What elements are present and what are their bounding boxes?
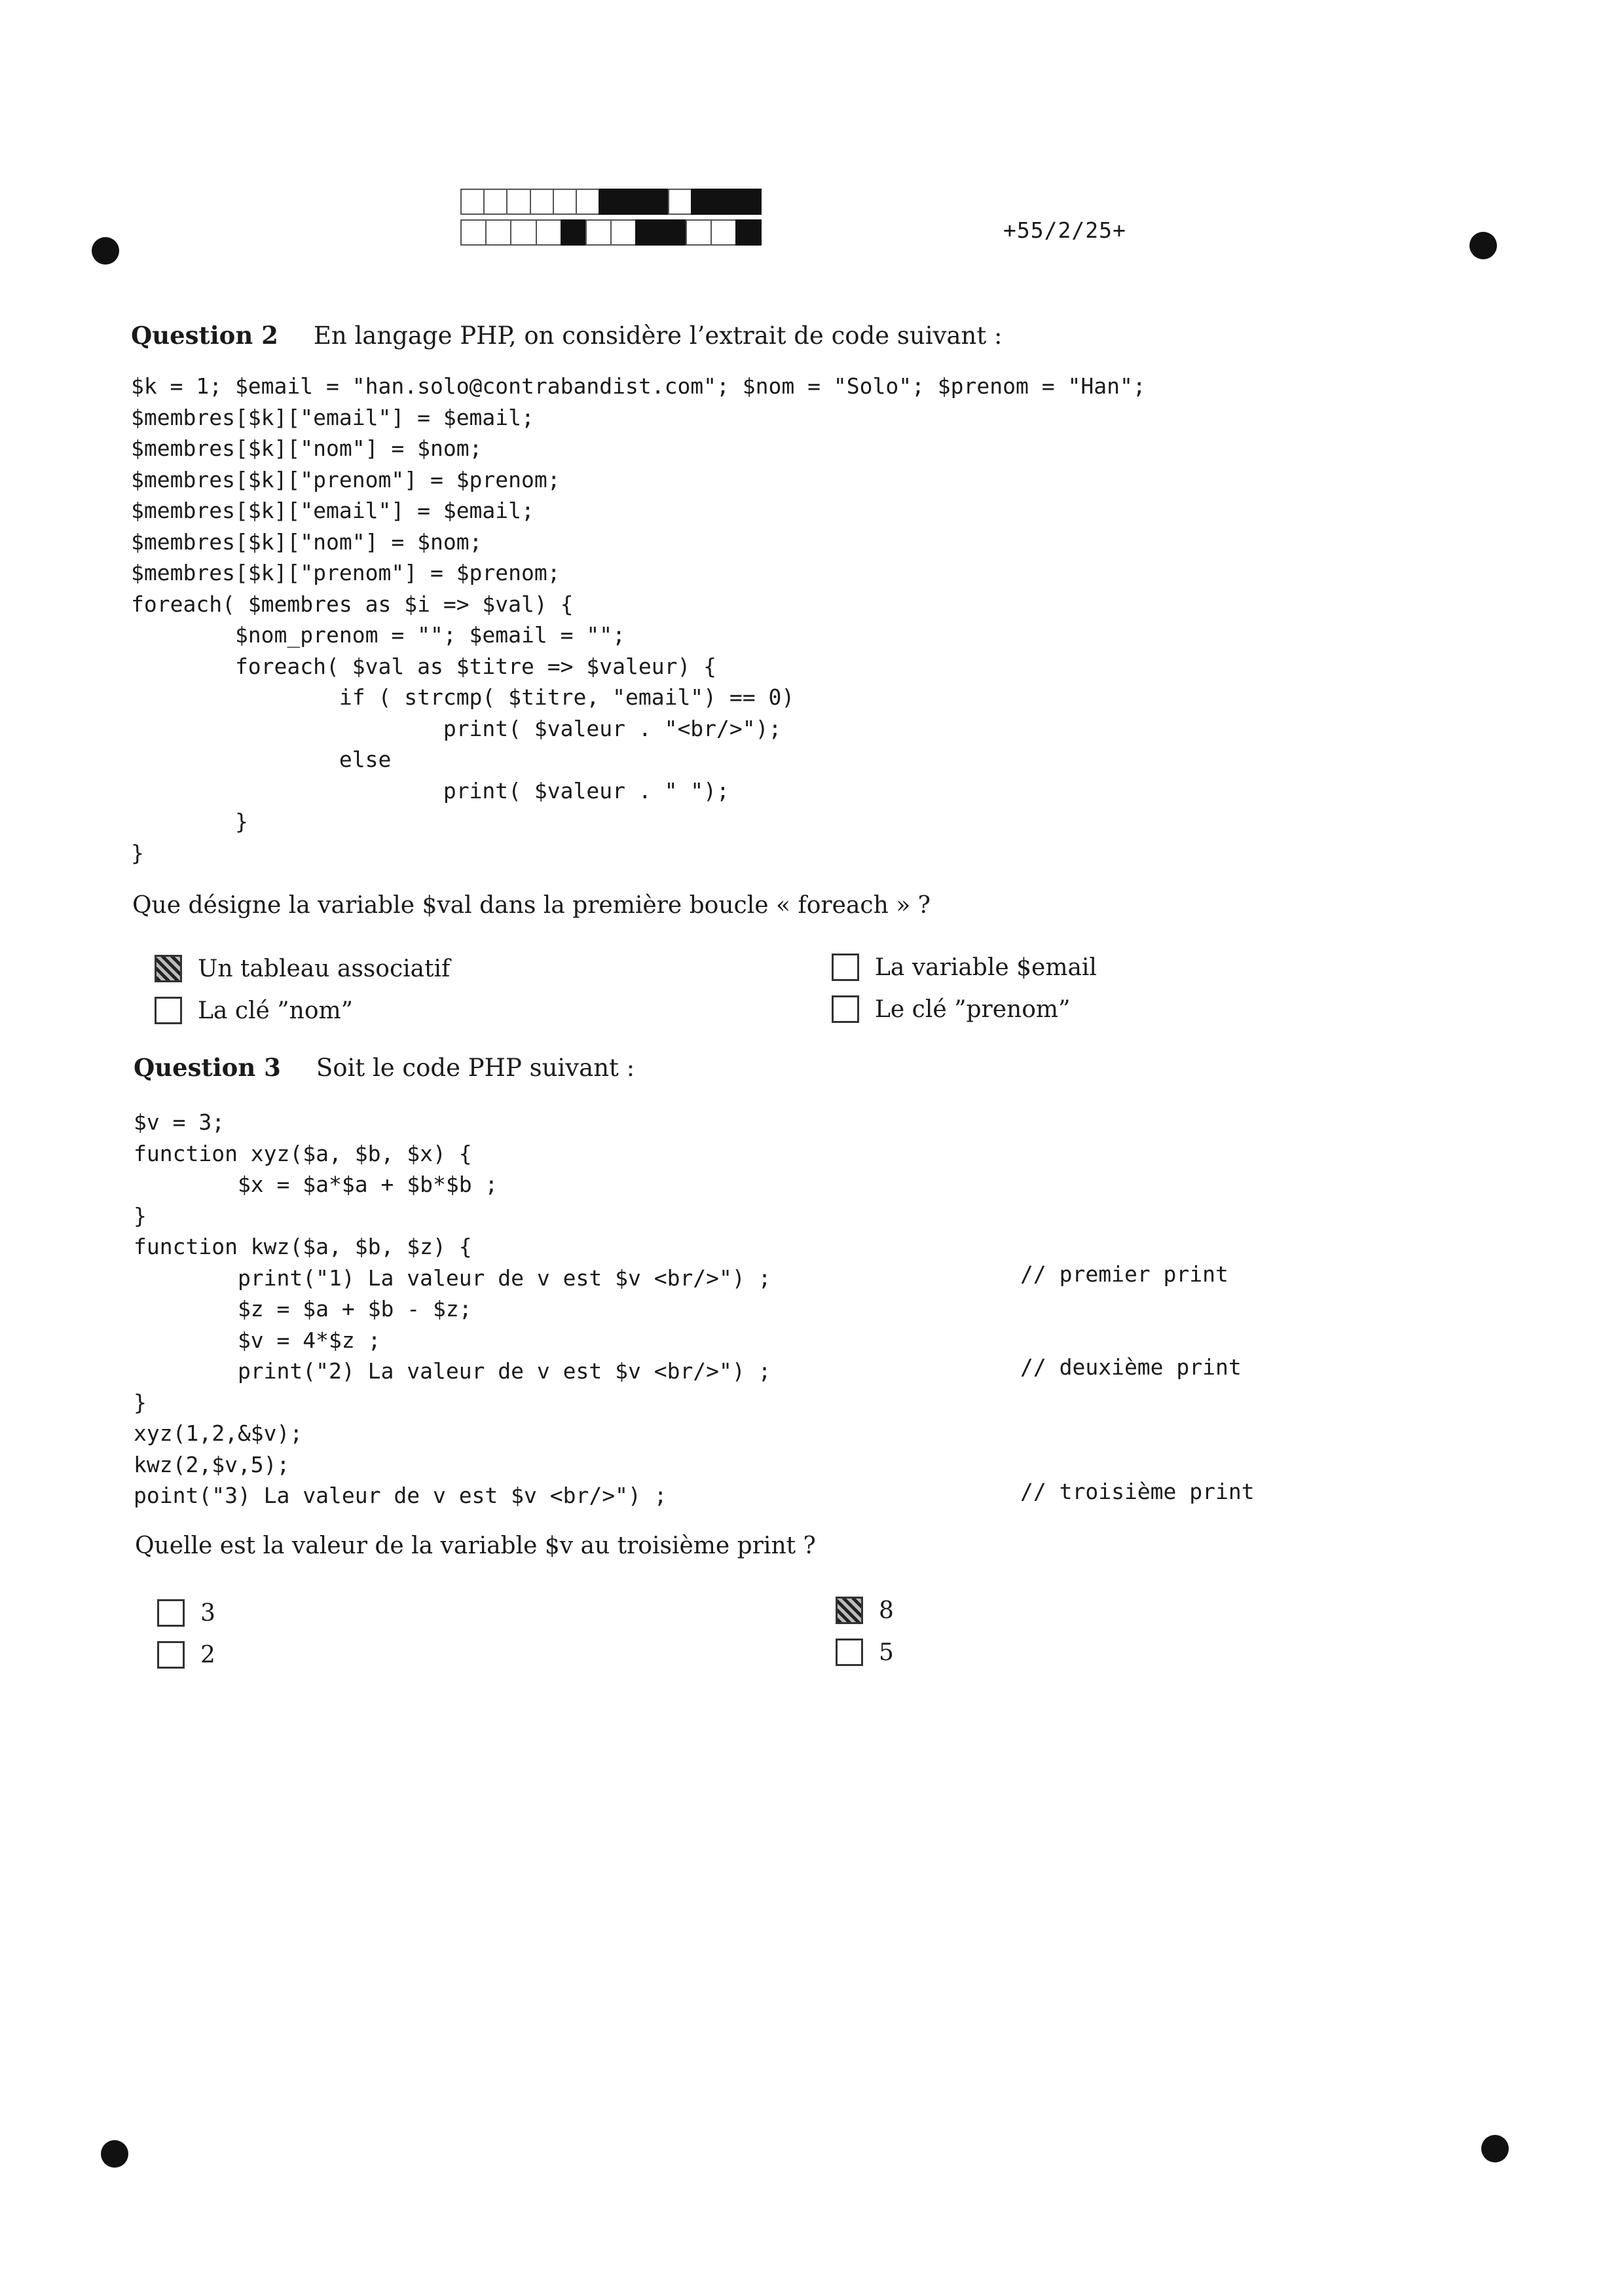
q2-option-2[interactable] xyxy=(155,997,353,1024)
barcode-top-cell xyxy=(576,189,600,215)
q3-code-line: } xyxy=(134,1202,147,1229)
registration-mark-top-right xyxy=(1469,232,1497,259)
barcode-bottom-cell xyxy=(510,219,536,246)
question-2-label: Question 2 xyxy=(131,321,278,350)
question-2-text: Que désigne la variable $val dans la première boucle « foreach » ? xyxy=(132,892,931,919)
q2-code-line: if ( strcmp( $titre, "email") == 0) xyxy=(131,684,795,710)
q2-option-2-label: La clé ”nom” xyxy=(198,997,354,1024)
question-2-header xyxy=(131,321,1002,350)
q2-code-line: $membres[$k]["nom"] = $nom; xyxy=(131,528,483,555)
barcode-bottom-cell xyxy=(536,219,562,246)
q3-code-line: $v = 3; xyxy=(134,1109,225,1135)
question-3-code xyxy=(134,1107,771,1511)
q2-code-line: $membres[$k]["nom"] = $nom; xyxy=(131,435,483,461)
q3-code-line: } xyxy=(134,1389,147,1415)
q3-code-line: function xyz($a, $b, $x) { xyxy=(134,1140,472,1166)
barcode-top-cell xyxy=(530,189,554,215)
q3-option-1-checkbox[interactable] xyxy=(157,1599,185,1627)
barcode-bottom-cell xyxy=(660,219,686,246)
q3-code-line: $z = $a + $b - $z; xyxy=(134,1296,472,1322)
barcode-top-cell xyxy=(460,189,485,215)
barcode-top-cell xyxy=(506,189,530,215)
barcode-top-cell xyxy=(668,189,692,215)
q3-option-1[interactable] xyxy=(157,1599,215,1627)
q2-code-line: $membres[$k]["prenom"] = $prenom; xyxy=(131,560,561,585)
q2-option-3-checkbox[interactable] xyxy=(832,954,859,981)
q3-option-2-label: 2 xyxy=(200,1641,215,1669)
comment-troisieme-print: // troisième print xyxy=(1020,1479,1255,1504)
question-3-header xyxy=(134,1053,635,1082)
barcode-top-cell xyxy=(691,189,715,215)
barcode-top-cell xyxy=(737,189,762,215)
q2-code-line: } xyxy=(131,809,248,834)
question-3-text: Quelle est la valeur de la variable $v au troisième print ? xyxy=(135,1532,816,1559)
q2-option-2-checkbox[interactable] xyxy=(155,997,182,1024)
registration-mark-top-left xyxy=(92,237,119,265)
barcode-bottom-cell xyxy=(585,219,612,246)
q2-code-line: print( $valeur . "<br/>"); xyxy=(131,715,782,741)
q3-option-4-label: 5 xyxy=(879,1639,894,1666)
barcode-top-cell xyxy=(622,189,646,215)
q2-option-4[interactable] xyxy=(832,995,1070,1023)
q3-option-3[interactable] xyxy=(836,1597,894,1624)
barcode-bottom xyxy=(460,219,760,246)
q2-code-line: $nom_prenom = ""; $email = ""; xyxy=(131,622,625,648)
q3-code-line: print("2) La valeur de v est $v <br/>") ; xyxy=(134,1358,771,1384)
q2-code-line: print( $valeur . " "); xyxy=(131,777,729,804)
q2-option-4-label: Le clé ”prenom” xyxy=(875,995,1071,1023)
barcode-top xyxy=(460,189,760,215)
comment-deuxieme-print: // deuxième print xyxy=(1020,1354,1242,1380)
registration-mark-bottom-left xyxy=(101,2140,128,2168)
barcode-top-cell xyxy=(645,189,669,215)
q2-code-line: else xyxy=(131,747,392,772)
q3-option-2[interactable] xyxy=(157,1641,215,1669)
barcode-bottom-cell xyxy=(710,219,737,246)
q2-option-4-checkbox[interactable] xyxy=(832,995,859,1023)
q3-code-line: xyz(1,2,&$v); xyxy=(134,1420,303,1446)
barcode-bottom-cell xyxy=(460,219,487,246)
q3-code-line: point("3) La valeur de v est $v <br/>") ; xyxy=(134,1483,667,1508)
q2-code-line: $membres[$k]["email"] = $email; xyxy=(131,498,534,523)
q2-option-1-label: Un tableau associatif xyxy=(198,955,451,982)
q2-option-1[interactable] xyxy=(155,955,450,982)
registration-mark-bottom-right xyxy=(1481,2135,1509,2162)
question-3-intro: Soit le code PHP suivant : xyxy=(316,1054,635,1082)
q2-option-3-label: La variable $email xyxy=(875,954,1097,981)
question-2-code xyxy=(131,371,1146,868)
barcode-top-cell xyxy=(553,189,577,215)
q2-code-line: $k = 1; $email = "han.solo@contrabandist.com"; $nom = "Solo"; $prenom = "Han"; xyxy=(131,373,1146,399)
q3-option-3-checkbox[interactable] xyxy=(836,1597,863,1624)
barcode-bottom-cell xyxy=(635,219,661,246)
barcode-top-cell xyxy=(714,189,739,215)
barcode-bottom-cell xyxy=(561,219,587,246)
q3-code-line: print("1) La valeur de v est $v <br/>") ; xyxy=(134,1265,771,1291)
q3-option-4-checkbox[interactable] xyxy=(836,1639,863,1666)
q2-code-line: $membres[$k]["prenom"] = $prenom; xyxy=(131,466,561,492)
barcode-bottom-cell xyxy=(735,219,762,246)
barcode-bottom-cell xyxy=(686,219,712,246)
barcode-top-cell xyxy=(599,189,623,215)
q3-option-4[interactable] xyxy=(836,1639,894,1666)
q2-code-line: } xyxy=(131,840,144,866)
question-2-intro: En langage PHP, on considère l’extrait de code suivant : xyxy=(313,322,1003,350)
barcode-bottom-cell xyxy=(610,219,637,246)
comment-premier-print: // premier print xyxy=(1020,1261,1228,1287)
barcode-bottom-cell xyxy=(485,219,511,246)
question-3-label: Question 3 xyxy=(134,1053,281,1082)
q3-option-1-label: 3 xyxy=(200,1599,215,1627)
q3-option-2-checkbox[interactable] xyxy=(157,1641,185,1669)
q3-code-line: $x = $a*$a + $b*$b ; xyxy=(134,1172,498,1197)
q2-code-line: foreach( $membres as $i => $val) { xyxy=(131,591,574,617)
q3-option-3-label: 8 xyxy=(879,1597,894,1624)
q2-option-1-checkbox[interactable] xyxy=(155,955,182,982)
q2-code-line: $membres[$k]["email"] = $email; xyxy=(131,404,534,430)
barcode-top-cell xyxy=(483,189,507,215)
q3-code-line: $v = 4*$z ; xyxy=(134,1327,381,1353)
q2-option-3[interactable] xyxy=(832,954,1097,981)
page-code: +55/2/25+ xyxy=(1003,217,1126,243)
q2-code-line: foreach( $val as $titre => $valeur) { xyxy=(131,653,717,679)
q3-code-line: kwz(2,$v,5); xyxy=(134,1451,290,1477)
q3-code-line: function kwz($a, $b, $z) { xyxy=(134,1234,472,1259)
